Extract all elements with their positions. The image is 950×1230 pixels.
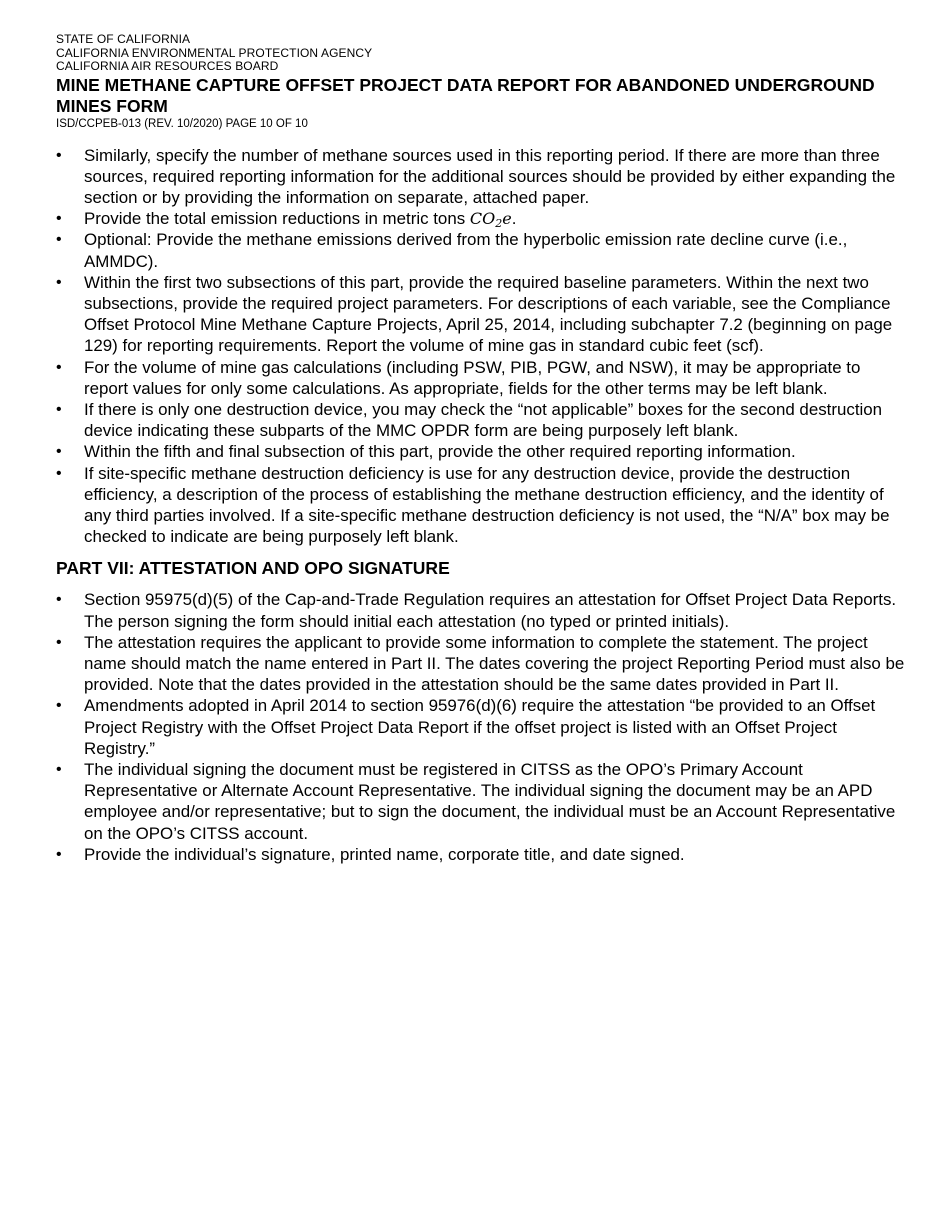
document-page: [56, 33, 906, 865]
list-item: [56, 208, 906, 229]
form-title: MINE METHANE CAPTURE OFFSET PROJECT DATA REPORT FOR ABANDONED UNDERGROUND MINES FORM: [56, 74, 875, 116]
list-item: [56, 463, 906, 548]
list-item-text: Similarly, specify the number of methane sources used in this reporting period. If there are more than three sources, required reporting information for the additional sources should be provided by either expanding the section or by providing the information on separate, attached paper.: [84, 145, 896, 207]
bullet-icon: •: [56, 400, 62, 418]
list-item: [56, 844, 906, 865]
form-header: [56, 33, 906, 131]
list-item: [56, 399, 906, 441]
list-item: [56, 695, 906, 759]
form-number: ISD/CCPEB-013 (REV. 10/2020) PAGE 10 OF 10: [56, 117, 308, 130]
formula-base: CO: [469, 209, 496, 229]
bullet-icon: •: [56, 845, 62, 863]
list-item-text: If site-specific methane destruction deficiency is use for any destruction device, provide the destruction efficiency, a description of the process of establishing the methane destruction efficiency, and the identity of any third parties involved. If a site-specific methane destruction deficiency is not used, the “N/A” box may be checked to indicate are being purposely left blank.: [84, 463, 890, 547]
bullet-icon: •: [56, 273, 62, 291]
list-item-text: The attestation requires the applicant to provide some information to complete the statement. The project name should match the name entered in Part II. The dates covering the project Reporting Period must also be provided. Note that the dates provided in the attestation should be the same dates provided in Part II.: [84, 632, 905, 695]
list-item-text: Within the fifth and final subsection of this part, provide the other required reporting information.: [84, 442, 796, 462]
list-item: [56, 145, 906, 209]
bullet-icon: •: [56, 210, 62, 228]
list-item: [56, 441, 906, 462]
agency-line: CALIFORNIA ENVIRONMENTAL PROTECTION AGENCY: [56, 45, 373, 60]
list-item: [56, 357, 906, 399]
list-item-text: Provide the total emission reductions in metric tons: [84, 209, 470, 229]
co2e-formula: [469, 209, 512, 231]
list-item: [56, 589, 906, 631]
bullet-icon: •: [56, 443, 62, 461]
bullet-icon: •: [56, 146, 62, 164]
list-item: [56, 272, 906, 357]
agency-line: CALIFORNIA AIR RESOURCES BOARD: [56, 59, 279, 73]
list-item: [56, 632, 906, 696]
bullet-icon: •: [56, 358, 62, 376]
list-item-text: If there is only one destruction device, you may check the “not applicable” boxes for the second destruction device indicating these subparts of the MMC OPDR form are being purposely left blank.: [84, 399, 883, 441]
list-item-text: Optional: Provide the methane emissions derived from the hyperbolic emission rate decline curve (i.e., AMMDC).: [84, 230, 848, 271]
list-item-text: Section 95975(d)(5) of the Cap-and-Trade Regulation requires an attestation for Offset Project Data Reports. The person signing the form should initial each attestation (no typed or printed initials).: [84, 590, 897, 631]
part-vii-instructions-list: [56, 589, 906, 865]
agency-line: STATE OF CALIFORNIA: [56, 32, 191, 46]
formula-tail: e: [502, 209, 512, 229]
list-item-text: Provide the individual’s signature, printed name, corporate title, and date signed.: [84, 844, 685, 864]
part-vii-heading: PART VII: ATTESTATION AND OPO SIGNATURE: [56, 558, 450, 579]
bullet-icon: •: [56, 464, 62, 482]
list-item-text: The individual signing the document must be registered in CITSS as the OPO’s Primary Account Representative or Alternate Account Representative. The individual signing the document may be an APD employee and/or representative; but to sign the document, the individual must be an Account Representative on the OPO’s CITSS account.: [84, 759, 896, 843]
bullet-icon: •: [56, 231, 62, 249]
bullet-icon: •: [56, 697, 62, 715]
list-item: [56, 229, 906, 271]
bullet-icon: •: [56, 591, 62, 609]
part-vi-instructions-list: [56, 145, 906, 548]
list-item-text: Within the first two subsections of this part, provide the required baseline parameters. Within the next two subsections, provide the required project parameters. For descriptions of each variable, see the Compliance Offset Protocol Mine Methane Capture Projects, April 25, 2014, including subchapter 7.2 (beginning on page 129) for reporting requirements. Report the volume of mine gas in standard cubic feet (scf).: [84, 272, 893, 356]
formula-subscript: 2: [495, 217, 503, 231]
bullet-icon: •: [56, 633, 62, 651]
list-item-text: For the volume of mine gas calculations (including PSW, PIB, PGW, and NSW), it may be appropriate to report values for only some calculations. As appropriate, fields for the other terms may be left blank.: [84, 357, 861, 398]
list-item-suffix: .: [511, 209, 517, 229]
list-item: [56, 759, 906, 844]
list-item-text: Amendments adopted in April 2014 to section 95976(d)(6) require the attestation “be provided to an Offset Project Registry with the Offset Project Data Report if the offset project is listed with an Offset Project Registry.”: [84, 696, 876, 758]
bullet-icon: •: [56, 760, 62, 778]
